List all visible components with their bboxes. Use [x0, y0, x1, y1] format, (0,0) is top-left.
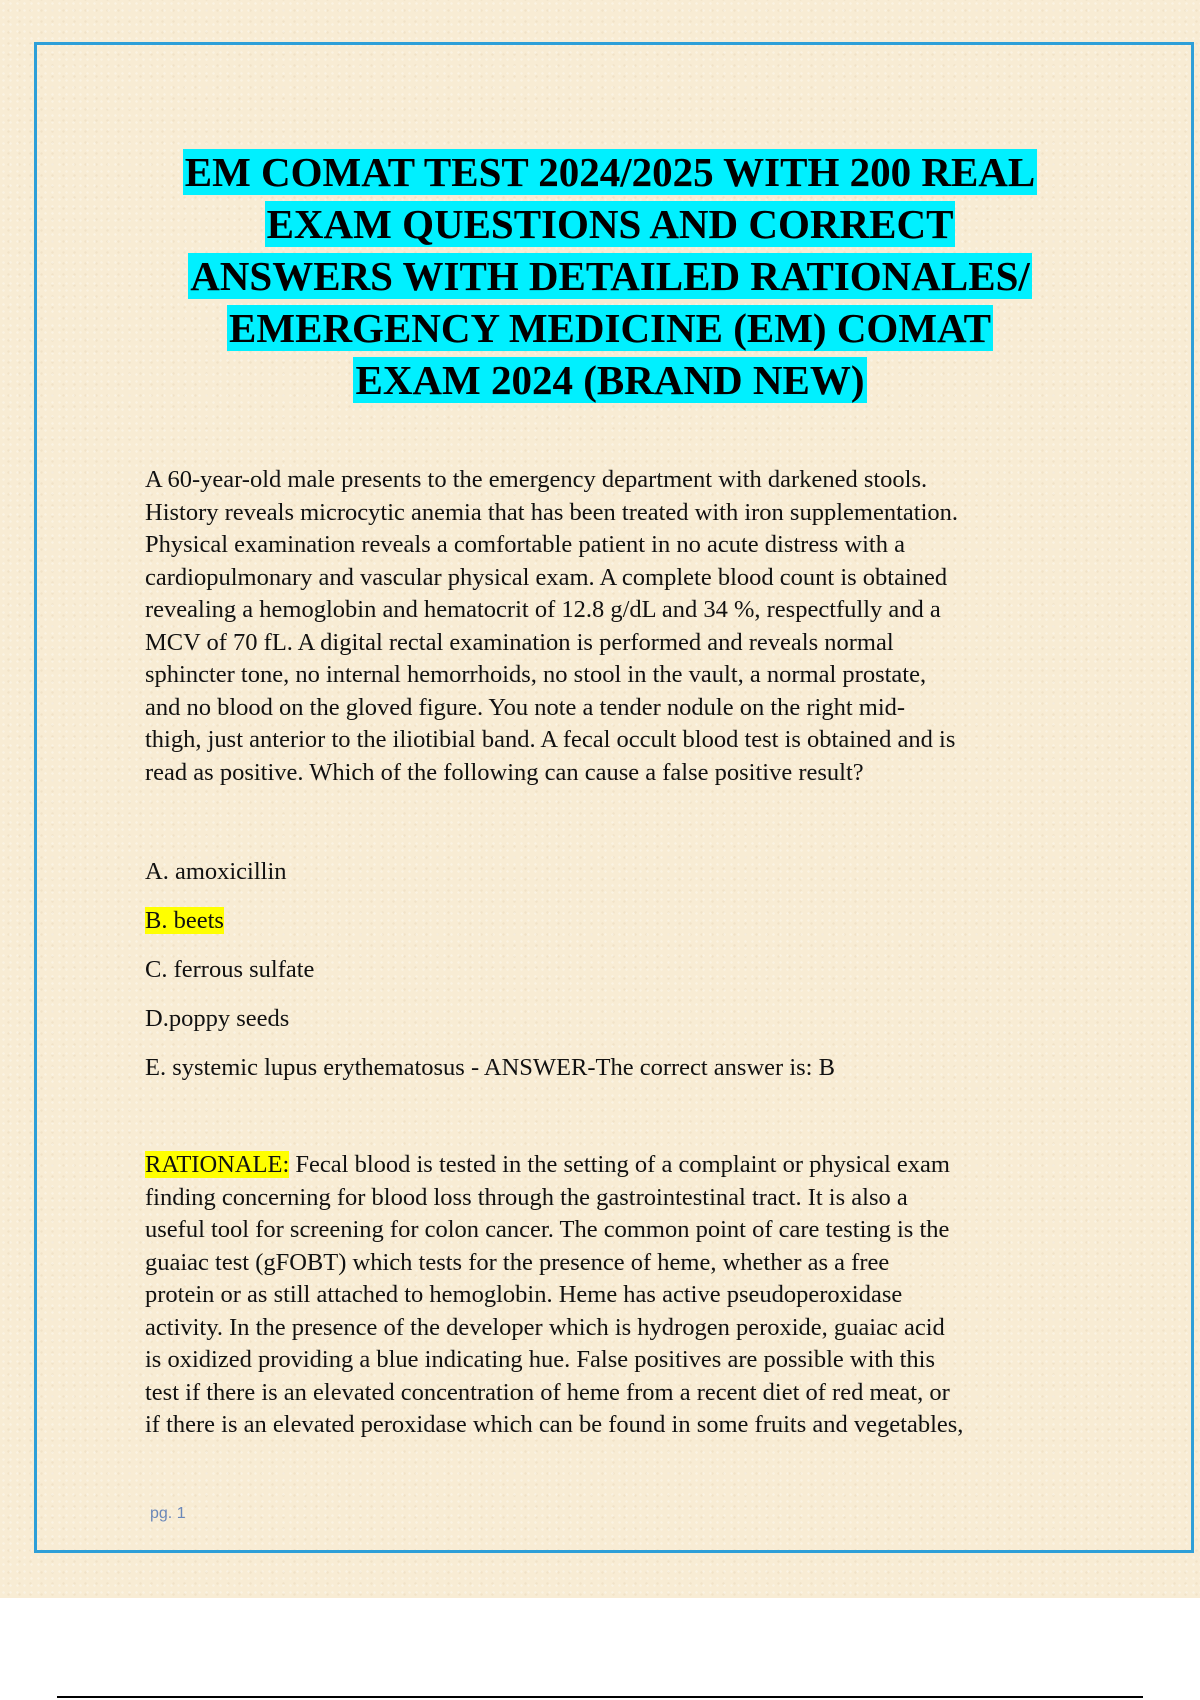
option-b-text-highlighted: B. beets	[145, 907, 224, 934]
rationale-line: test if there is an elevated concentration of heme from a recent diet of red meat, or	[145, 1378, 950, 1406]
title-line: EXAM QUESTIONS AND CORRECT	[266, 201, 954, 247]
question-line: revealing a hemoglobin and hematocrit of 12.8 g/dL and 34 %, respectfully and a	[145, 596, 941, 623]
option-a-text: A. amoxicillin	[145, 858, 287, 885]
option-d-text: D.poppy seeds	[145, 1005, 290, 1032]
rationale-paragraph	[145, 1149, 1095, 1442]
rationale-line: protein or as still attached to hemoglobin. Heme has active pseudoperoxidase	[145, 1281, 903, 1308]
footer-divider	[57, 1696, 1143, 1698]
option-c	[145, 954, 1095, 1003]
question-line: read as positive. Which of the following can cause a false positive result?	[145, 758, 864, 786]
rationale-line: useful tool for screening for colon cancer. The common point of care testing is the	[145, 1216, 950, 1243]
question-line: MCV of 70 fL. A digital rectal examination is performed and reveals normal	[145, 628, 894, 656]
option-c-text: C. ferrous sulfate	[145, 956, 315, 983]
title-line: EMERGENCY MEDICINE (EM) COMAT	[229, 305, 991, 351]
option-b	[145, 905, 1095, 954]
question-line: Physical examination reveals a comfortable patient in no acute distress with a	[145, 531, 905, 558]
question-line: sphincter tone, no internal hemorrhoids, no stool in the vault, a normal prostate,	[145, 661, 927, 688]
rationale-line: guaiac test (gFOBT) which tests for the presence of heme, whether as a free	[145, 1248, 890, 1276]
option-a	[145, 856, 1095, 905]
question-line: A 60-year-old male presents to the emergency department with darkened stools.	[145, 466, 928, 493]
option-e-text: E. systemic lupus erythematosus - ANSWER-The correct answer is: B	[145, 1054, 835, 1081]
rationale-line: if there is an elevated peroxidase which can be found in some fruits and vegetables,	[145, 1411, 964, 1438]
option-e-with-answer	[145, 1052, 1095, 1101]
question-line: thigh, just anterior to the iliotibial band. A fecal occult blood test is obtained and is	[145, 726, 956, 753]
rationale-label: RATIONALE:	[145, 1151, 290, 1178]
rationale-line: finding concerning for blood loss through the gastrointestinal tract. It is also a	[145, 1183, 908, 1211]
option-d	[145, 1003, 1095, 1052]
question-line: and no blood on the gloved figure. You note a tender nodule on the right mid-	[145, 693, 906, 721]
rationale-line: Fecal blood is tested in the setting of a complaint or physical exam	[289, 1151, 950, 1178]
answer-options	[145, 856, 1095, 1101]
title-line: ANSWERS WITH DETAILED RATIONALES/	[190, 253, 1030, 299]
rationale-line: is oxidized providing a blue indicating hue. False positives are possible with this	[145, 1346, 936, 1373]
rationale-line: activity. In the presence of the developer which is hydrogen peroxide, guaiac acid	[145, 1313, 945, 1341]
title-line: EM COMAT TEST 2024/2025 WITH 200 REAL	[184, 149, 1036, 195]
question-stem	[145, 464, 1095, 789]
document-title	[110, 146, 1110, 406]
question-line: History reveals microcytic anemia that has been treated with iron supplementation.	[145, 498, 958, 526]
page-number: pg. 1	[150, 1505, 186, 1522]
question-line: cardiopulmonary and vascular physical exam. A complete blood count is obtained	[145, 563, 948, 591]
title-line: EXAM 2024 (BRAND NEW)	[355, 357, 865, 403]
